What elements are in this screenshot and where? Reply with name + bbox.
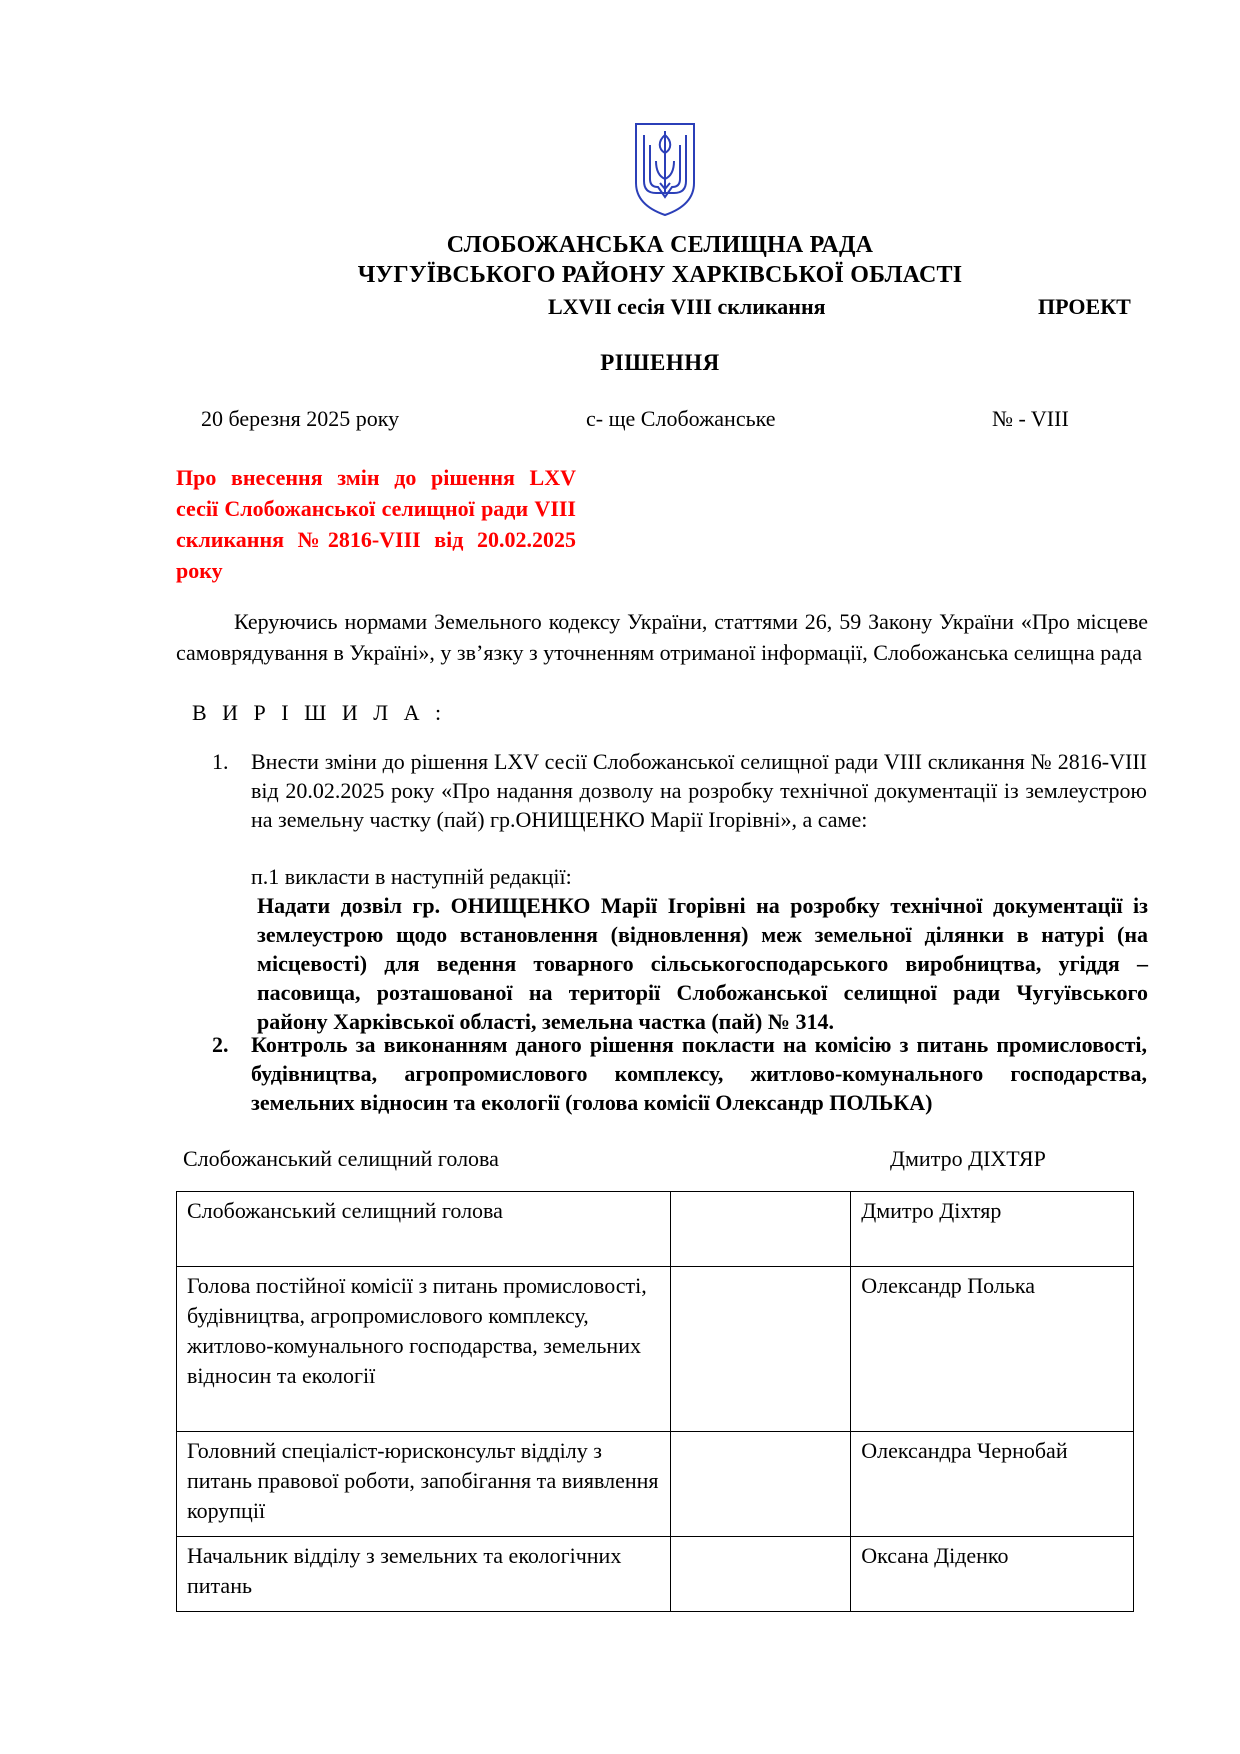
table-row	[177, 1537, 1134, 1612]
approval-name: Дмитро Діхтяр	[851, 1192, 1134, 1267]
approval-signature-cell	[671, 1537, 851, 1612]
decision-subject: Про внесення змін до рішення LXV сесії Слобожанської селищної ради VIII скликання №2816-VIII від 20.02.2025 року	[176, 465, 576, 583]
approval-signature-cell	[671, 1192, 851, 1267]
signature-name: Дмитро ДІХТЯР	[890, 1146, 1046, 1171]
session-label: LXVII сесія VIII скликання	[548, 294, 826, 319]
item-text: Контроль за виконанням даного рішення покласти на комісію з питань промисловості, будівництва, агропромислового комплексу, житлово-комунального господарства, земельних відносин та екології (голова комісії Олександр ПОЛЬКА)	[251, 1032, 1147, 1115]
council-name: СЛОБОЖАНСЬКА СЕЛИЩНА РАДА	[446, 232, 874, 258]
item-subclause: п.1 викласти в наступній редакції:	[251, 864, 572, 889]
approval-signature-cell	[671, 1267, 851, 1432]
district-name: ЧУГУЇВСЬКОГО РАЙОНУ ХАРКІВСЬКОЇ ОБЛАСТІ	[357, 262, 963, 288]
project-mark: ПРОЕКТ	[1038, 294, 1131, 319]
preamble: Керуючись нормами Земельного кодексу України, статтями 26, 59 Закону України «Про місцеве самоврядування в Україні», у зв’язку з уточненням отриманої інформації, Слобожанська селищна рада	[176, 609, 1148, 665]
approval-position: Слобожанський селищний голова	[177, 1192, 671, 1267]
resolved-heading: В И Р І Ш И Л А :	[192, 700, 447, 725]
document-type: РІШЕННЯ	[600, 350, 720, 375]
decision-date: 20 березня 2025 року	[201, 406, 400, 431]
table-row	[177, 1267, 1134, 1432]
signature-title: Слобожанський селищний голова	[183, 1146, 499, 1171]
decision-number: № - VIII	[992, 406, 1069, 431]
approvals-table	[176, 1191, 1134, 1612]
approval-position: Начальник відділу з земельних та екологічних питань	[177, 1537, 671, 1612]
approval-signature-cell	[671, 1432, 851, 1537]
coat-of-arms-trident-icon	[634, 121, 696, 217]
approval-position: Голова постійної комісії з питань промисловості, будівництва, агропромислового комплексу, житлово-комунального господарства, земельних відносин та екології	[177, 1267, 671, 1432]
approval-position: Головний спеціаліст-юрисконсульт відділу з питань правової роботи, запобігання та виявлення корупції	[177, 1432, 671, 1537]
approval-name: Оксана Діденко	[851, 1537, 1134, 1612]
item-number: 1.	[212, 749, 229, 774]
item-new-wording: Надати дозвіл гр. ОНИЩЕНКО Марії Ігорівні на розробку технічної документації із землеустрою щодо встановлення (відновлення) меж земельної ділянки в натурі (на місцевості) для ведення товарного сільськогосподарського виробництва, угіддя – пасовища, розташованої на території Слобожанської селищної ради Чугуївського району Харківської області, земельна частка (пай) № 314.	[257, 893, 1148, 1034]
table-row	[177, 1192, 1134, 1267]
decision-place: с- ще Слобожанське	[586, 406, 776, 431]
approval-name: Олександра Чернобай	[851, 1432, 1134, 1537]
item-number: 2.	[212, 1032, 229, 1057]
approval-name: Олександр Полька	[851, 1267, 1134, 1432]
item-text: Внести зміни до рішення LXV сесії Слобожанської селищної ради VIII скликання № 2816-VIII від 20.02.2025 року «Про надання дозволу на розробку технічної документації із землеустрою на земельну частку (пай) гр.ОНИЩЕНКО Марії Ігорівні», а саме:	[251, 749, 1147, 832]
table-row	[177, 1432, 1134, 1537]
